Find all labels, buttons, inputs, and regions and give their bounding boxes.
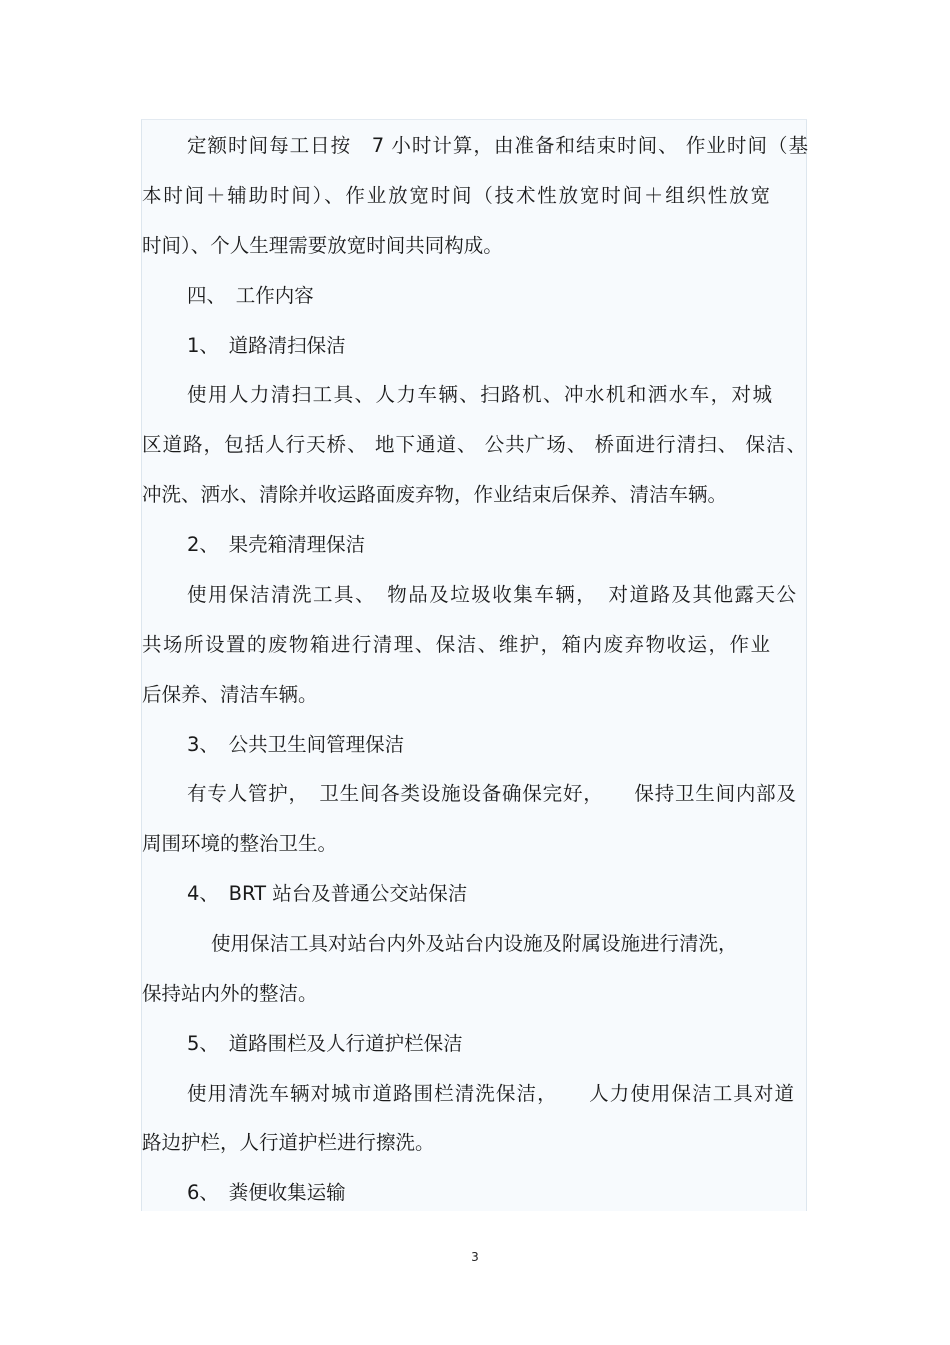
- section-heading: 四、 工作内容: [187, 284, 314, 307]
- paragraph-line: 共场所设置的废物箱进行清理、保洁、维护，箱内废弃物收运，作业: [142, 633, 770, 656]
- paragraph-line: 周围环境的整治卫生。: [142, 832, 338, 855]
- paragraph-line: 冲洗、洒水、清除并收运路面废弃物，作业结束后保养、清洁车辆。: [142, 483, 728, 506]
- paragraph-line: 路边护栏，人行道护栏进行擦洗。: [142, 1131, 435, 1154]
- paragraph-line: 时间）、个人生理需要放宽时间共同构成。: [142, 234, 503, 257]
- paragraph-line: 使用人力清扫工具、人力车辆、扫路机、冲水机和洒水车，对城: [187, 383, 772, 406]
- subsection-heading: 6、 粪便收集运输: [187, 1181, 346, 1204]
- subsection-heading: 4、 BRT 站台及普通公交站保洁: [187, 882, 468, 905]
- paragraph-line: 保持站内外的整洁。: [142, 982, 318, 1005]
- paragraph-line: 有专人管护， 卫生间各类设施设备确保完好， 保持卫生间内部及: [187, 782, 796, 805]
- page-number: 3: [471, 1250, 479, 1264]
- paragraph-line: 使用保洁工具对站台内外及站台内设施及附属设施进行清洗，: [211, 932, 738, 955]
- paragraph-line: 区道路，包括人行天桥、 地下通道、 公共广场、 桥面进行清扫、 保洁、: [142, 433, 806, 456]
- paragraph-line: 使用保洁清洗工具、 物品及垃圾收集车辆， 对道路及其他露天公: [187, 583, 796, 606]
- subsection-heading: 5、 道路围栏及人行道护栏保洁: [187, 1032, 463, 1055]
- text-body: [141, 119, 807, 1211]
- subsection-heading: 2、 果壳箱清理保洁: [187, 533, 366, 556]
- subsection-heading: 3、 公共卫生间管理保洁: [187, 733, 405, 756]
- paragraph-line: 定额时间每工日按 7 小时计算，由准备和结束时间、 作业时间（基: [187, 134, 808, 157]
- paragraph-line: 后保养、清洁车辆。: [142, 683, 318, 706]
- paragraph-line: 本时间＋辅助时间）、作业放宽时间（技术性放宽时间＋组织性放宽: [142, 184, 770, 207]
- subsection-heading: 1、 道路清扫保洁: [187, 334, 346, 357]
- paragraph-line: 使用清洗车辆对城市道路围栏清洗保洁， 人力使用保洁工具对道: [187, 1082, 794, 1105]
